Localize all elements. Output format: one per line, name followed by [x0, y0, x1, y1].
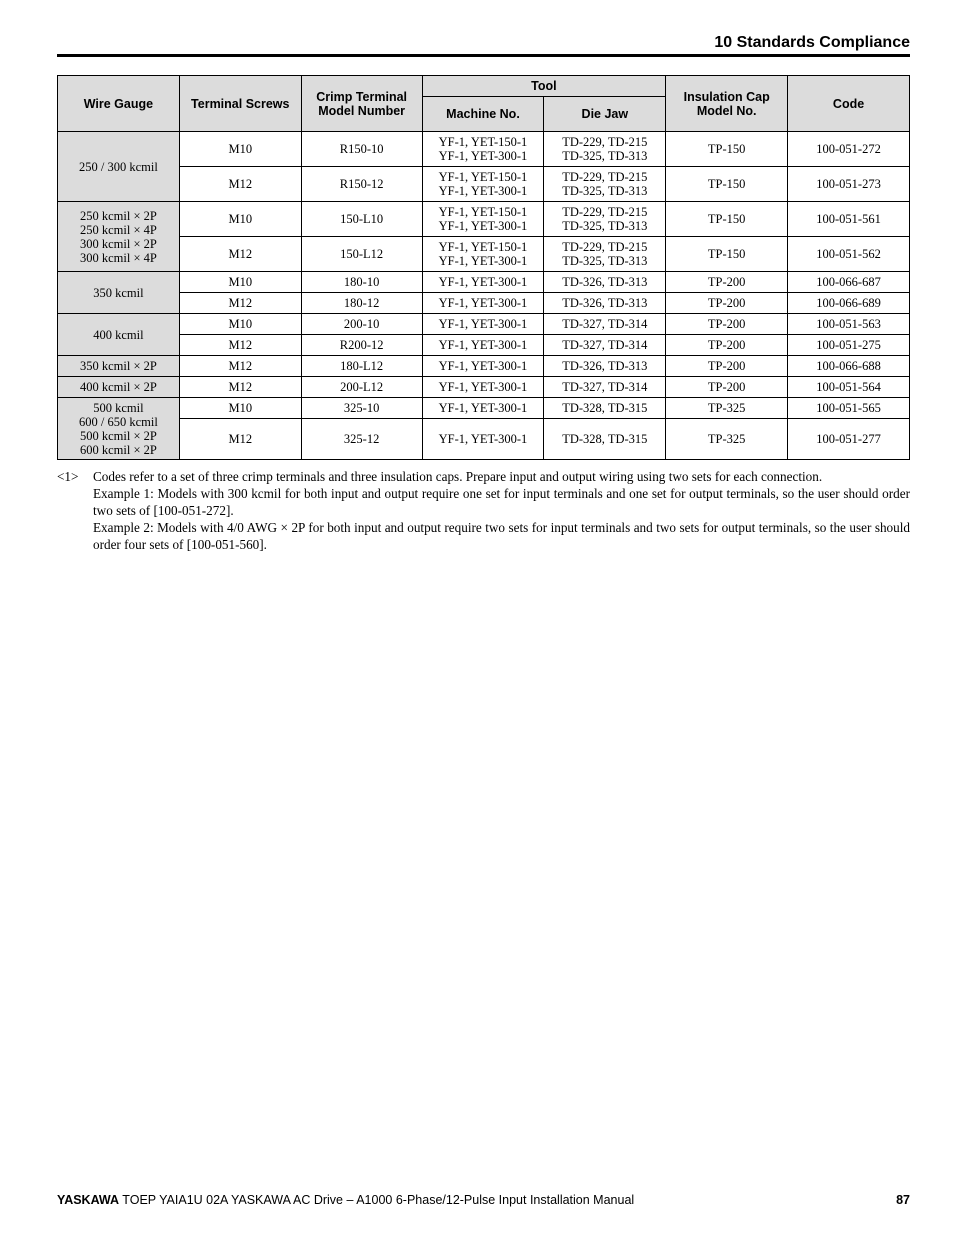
die-jaw-cell-line: TD-327, TD-314 [562, 380, 648, 394]
die-jaw-cell-line: TD-327, TD-314 [562, 317, 648, 331]
die-jaw-cell-line: TD-328, TD-315 [562, 432, 648, 446]
header-machine-no: Machine No. [422, 97, 544, 132]
header-crimp-terminal-line1: Crimp Terminal [316, 89, 408, 104]
machine-no-cell-line: YF-1, YET-150-1 [438, 135, 528, 149]
code-cell: 100-051-565 [788, 398, 910, 419]
table-row [58, 335, 910, 356]
section-title: 10 Standards Compliance [714, 34, 910, 51]
wire-gauge-cell [58, 377, 180, 398]
machine-no-cell-line: YF-1, YET-300-1 [438, 184, 528, 198]
terminal-screw-cell: M12 [179, 335, 301, 356]
table-row [58, 167, 910, 202]
machine-no-cell-line: YF-1, YET-300-1 [438, 254, 528, 268]
machine-no-cell-line: YF-1, YET-150-1 [438, 240, 528, 254]
die-jaw-cell-line: TD-328, TD-315 [562, 401, 648, 415]
die-jaw-cell-line: TD-326, TD-313 [562, 275, 648, 289]
machine-no-cell [422, 398, 544, 419]
die-jaw-cell-line: TD-229, TD-215 [562, 135, 648, 149]
die-jaw-cell [544, 202, 666, 237]
wire-gauge-line: 600 kcmil × 2P [80, 442, 157, 457]
machine-no-cell [422, 314, 544, 335]
die-jaw-cell [544, 335, 666, 356]
table-row [58, 314, 910, 335]
die-jaw-cell [544, 167, 666, 202]
wire-gauge-line: 250 kcmil × 2P [80, 208, 157, 223]
insulation-cap-cell: TP-325 [666, 398, 788, 419]
table-row [58, 132, 910, 167]
die-jaw-cell-line: TD-325, TD-313 [562, 254, 648, 268]
die-jaw-cell [544, 272, 666, 293]
footnote-line: Example 1: Models with 300 kcmil for both input and output require one set for input terminals and one set for output terminals, so the user should order two sets of [100-051-272]. [93, 486, 910, 518]
terminal-screw-cell: M12 [179, 293, 301, 314]
table-row [58, 356, 910, 377]
die-jaw-cell-line: TD-325, TD-313 [562, 184, 648, 198]
machine-no-cell [422, 167, 544, 202]
machine-no-cell [422, 356, 544, 377]
machine-no-cell-line: YF-1, YET-300-1 [438, 219, 528, 233]
code-cell: 100-051-273 [788, 167, 910, 202]
die-jaw-cell-line: TD-229, TD-215 [562, 240, 648, 254]
wire-gauge-line: 500 kcmil [93, 400, 144, 415]
crimp-terminal-table [57, 75, 910, 460]
header-rule [57, 54, 910, 57]
wire-gauge-cell [58, 272, 180, 314]
footnote-line: Codes refer to a set of three crimp terminals and three insulation caps. Prepare input and output wiring using two sets for each connection. [93, 469, 823, 484]
die-jaw-cell-line: TD-326, TD-313 [562, 359, 648, 373]
wire-gauge-cell [58, 314, 180, 356]
table-row [58, 237, 910, 272]
footer-doc-title: TOEP YAIA1U 02A YASKAWA AC Drive – A1000 6-Phase/12-Pulse Input Installation Manual [119, 1193, 635, 1207]
terminal-screw-cell: M12 [179, 419, 301, 460]
machine-no-cell [422, 132, 544, 167]
footer-brand: YASKAWA [57, 1193, 120, 1207]
terminal-screw-cell: M12 [179, 237, 301, 272]
header-terminal-screws: Terminal Screws [179, 76, 301, 132]
die-jaw-cell-line: TD-327, TD-314 [562, 338, 648, 352]
die-jaw-cell-line: TD-229, TD-215 [562, 205, 648, 219]
machine-no-cell-line: YF-1, YET-300-1 [438, 432, 528, 446]
die-jaw-cell [544, 132, 666, 167]
code-cell: 100-066-688 [788, 356, 910, 377]
insulation-cap-cell: TP-150 [666, 237, 788, 272]
die-jaw-cell [544, 314, 666, 335]
insulation-cap-cell: TP-150 [666, 132, 788, 167]
die-jaw-cell-line: TD-229, TD-215 [562, 170, 648, 184]
header-insulation-cap [666, 76, 788, 132]
table-row [58, 293, 910, 314]
wire-gauge-cell [58, 356, 180, 377]
wire-gauge-line: 500 kcmil × 2P [80, 428, 157, 443]
machine-no-cell [422, 335, 544, 356]
machine-no-cell [422, 237, 544, 272]
die-jaw-cell [544, 419, 666, 460]
machine-no-cell-line: YF-1, YET-300-1 [438, 380, 528, 394]
code-cell: 100-051-272 [788, 132, 910, 167]
crimp-terminal-cell: 325-12 [301, 419, 422, 460]
machine-no-cell-line: YF-1, YET-300-1 [438, 317, 528, 331]
wire-gauge-line: 400 kcmil × 2P [80, 380, 157, 394]
wire-gauge-line: 250 kcmil × 4P [80, 222, 157, 237]
crimp-terminal-cell: 180-L12 [301, 356, 422, 377]
table-row [58, 272, 910, 293]
header-tool: Tool [422, 76, 666, 97]
wire-gauge-line: 350 kcmil × 2P [80, 359, 157, 373]
machine-no-cell-line: YF-1, YET-150-1 [438, 205, 528, 219]
terminal-screw-cell: M10 [179, 398, 301, 419]
code-cell: 100-051-562 [788, 237, 910, 272]
machine-no-cell [422, 377, 544, 398]
machine-no-cell-line: YF-1, YET-150-1 [438, 170, 528, 184]
wire-gauge-cell [58, 398, 180, 460]
die-jaw-cell [544, 293, 666, 314]
machine-no-cell-line: YF-1, YET-300-1 [438, 338, 528, 352]
insulation-cap-cell: TP-200 [666, 335, 788, 356]
crimp-terminal-cell: R200-12 [301, 335, 422, 356]
insulation-cap-cell: TP-200 [666, 272, 788, 293]
wire-gauge-cell [58, 202, 180, 272]
footnote [57, 468, 910, 553]
wire-gauge-line: 300 kcmil × 2P [80, 236, 157, 251]
machine-no-cell-line: YF-1, YET-300-1 [438, 149, 528, 163]
machine-no-cell [422, 202, 544, 237]
code-cell: 100-051-277 [788, 419, 910, 460]
crimp-terminal-cell: 150-L12 [301, 237, 422, 272]
page-number: 87 [896, 1193, 910, 1207]
die-jaw-cell [544, 356, 666, 377]
header-crimp-terminal-line2: Model Number [318, 103, 406, 118]
terminal-screw-cell: M10 [179, 314, 301, 335]
machine-no-cell-line: YF-1, YET-300-1 [438, 401, 528, 415]
crimp-terminal-cell: R150-12 [301, 167, 422, 202]
code-cell: 100-066-689 [788, 293, 910, 314]
header-code: Code [788, 76, 910, 132]
crimp-terminal-cell: 180-10 [301, 272, 422, 293]
terminal-screw-cell: M12 [179, 167, 301, 202]
terminal-screw-cell: M10 [179, 132, 301, 167]
code-cell: 100-066-687 [788, 272, 910, 293]
crimp-terminal-cell: 150-L10 [301, 202, 422, 237]
table-row [58, 377, 910, 398]
header-insulation-cap-line2: Model No. [696, 103, 757, 118]
header-wire-gauge: Wire Gauge [58, 76, 180, 132]
code-cell: 100-051-561 [788, 202, 910, 237]
code-cell: 100-051-275 [788, 335, 910, 356]
insulation-cap-cell: TP-150 [666, 167, 788, 202]
footnote-line: Example 2: Models with 4/0 AWG × 2P for both input and output require two sets for input terminals and two sets for output terminals, so the user should order four sets of [100-051-560]. [93, 520, 910, 552]
die-jaw-cell-line: TD-325, TD-313 [562, 219, 648, 233]
machine-no-cell [422, 272, 544, 293]
table-row [58, 419, 910, 460]
insulation-cap-cell: TP-200 [666, 293, 788, 314]
crimp-terminal-cell: 200-L12 [301, 377, 422, 398]
wire-gauge-line: 250 / 300 kcmil [79, 159, 158, 174]
insulation-cap-cell: TP-200 [666, 314, 788, 335]
die-jaw-cell-line: TD-325, TD-313 [562, 149, 648, 163]
wire-gauge-line: 350 kcmil [93, 285, 144, 300]
insulation-cap-cell: TP-150 [666, 202, 788, 237]
terminal-screw-cell: M12 [179, 377, 301, 398]
terminal-screw-cell: M10 [179, 202, 301, 237]
page-footer [57, 1193, 910, 1207]
insulation-cap-cell: TP-325 [666, 419, 788, 460]
code-cell: 100-051-564 [788, 377, 910, 398]
machine-no-cell-line: YF-1, YET-300-1 [438, 275, 528, 289]
machine-no-cell [422, 293, 544, 314]
table-row [58, 398, 910, 419]
wire-gauge-line: 400 kcmil [93, 327, 144, 342]
crimp-terminal-cell: R150-10 [301, 132, 422, 167]
machine-no-cell-line: YF-1, YET-300-1 [438, 296, 528, 310]
footnote-marker: <1> [57, 469, 79, 484]
header-crimp-terminal [301, 76, 422, 132]
wire-gauge-line: 600 / 650 kcmil [79, 414, 158, 429]
crimp-terminal-cell: 325-10 [301, 398, 422, 419]
die-jaw-cell-line: TD-326, TD-313 [562, 296, 648, 310]
insulation-cap-cell: TP-200 [666, 356, 788, 377]
code-cell: 100-051-563 [788, 314, 910, 335]
terminal-screw-cell: M12 [179, 356, 301, 377]
terminal-screw-cell: M10 [179, 272, 301, 293]
header-die-jaw: Die Jaw [544, 97, 666, 132]
machine-no-cell-line: YF-1, YET-300-1 [438, 359, 528, 373]
crimp-terminal-cell: 180-12 [301, 293, 422, 314]
die-jaw-cell [544, 237, 666, 272]
wire-gauge-line: 300 kcmil × 4P [80, 250, 157, 265]
machine-no-cell [422, 419, 544, 460]
table-row [58, 202, 910, 237]
wire-gauge-cell [58, 132, 180, 202]
footnote-body [93, 468, 910, 553]
header-insulation-cap-line1: Insulation Cap [683, 89, 770, 104]
table-body [58, 132, 910, 460]
crimp-terminal-cell: 200-10 [301, 314, 422, 335]
insulation-cap-cell: TP-200 [666, 377, 788, 398]
die-jaw-cell [544, 377, 666, 398]
die-jaw-cell [544, 398, 666, 419]
